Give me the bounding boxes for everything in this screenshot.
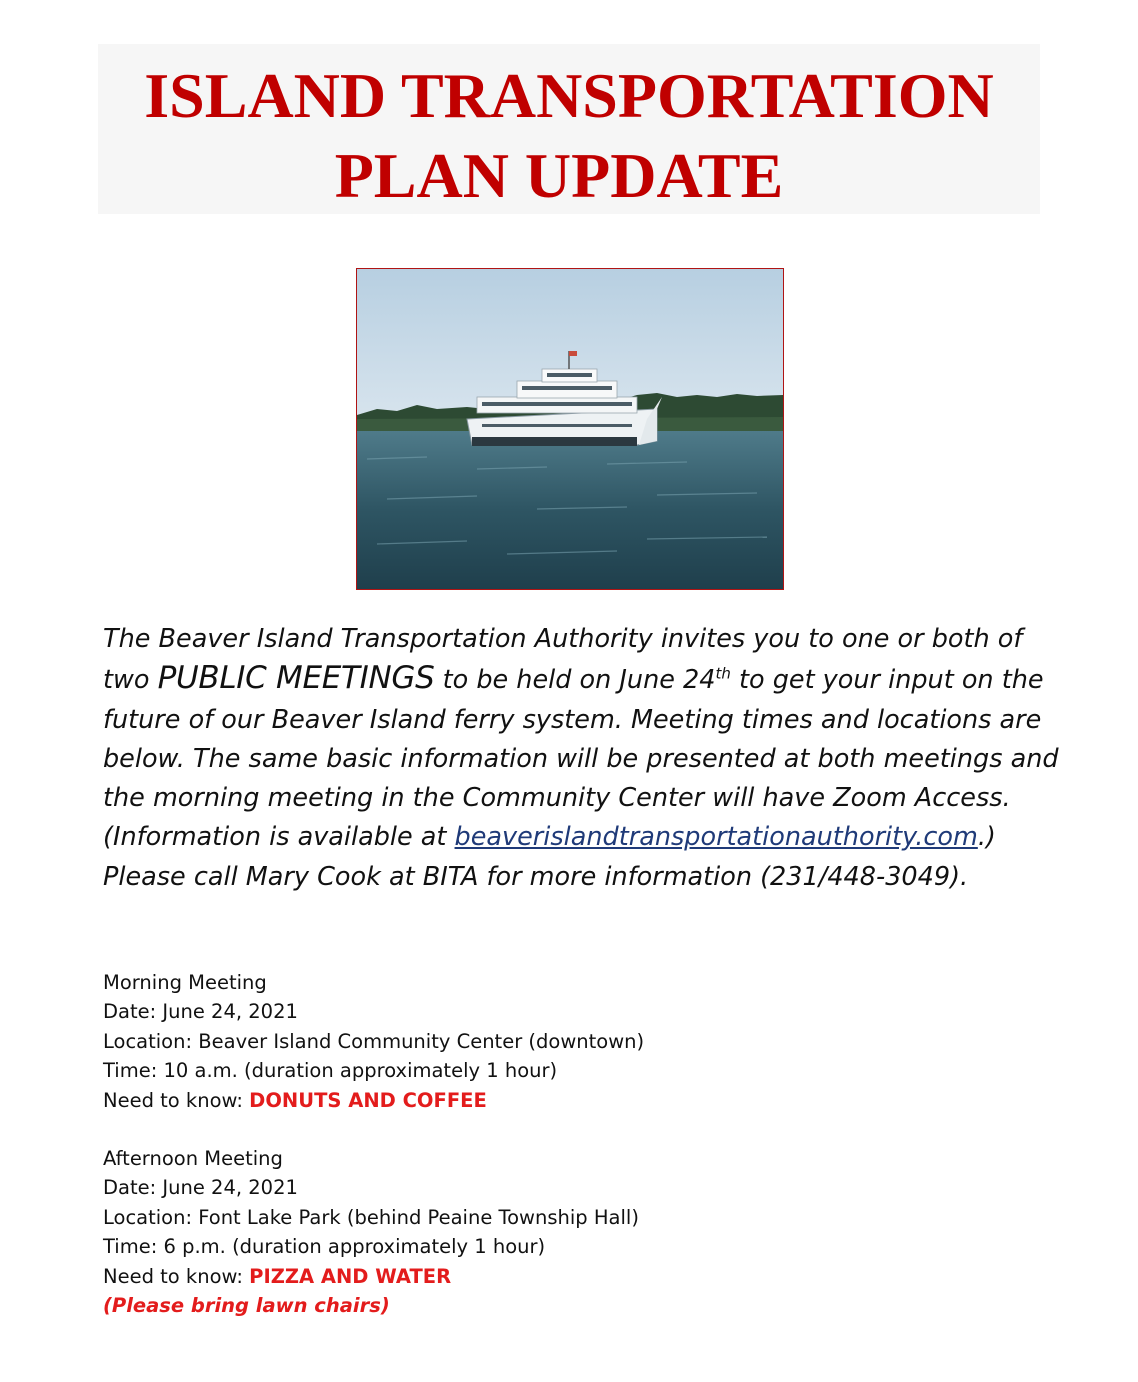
intro-paragraph	[103, 620, 1063, 897]
page-title-line-2: PLAN UPDATE	[334, 140, 784, 211]
page-title-line-1: ISLAND TRANSPORTATION	[144, 60, 994, 131]
meeting-date: Date: June 24, 2021	[103, 1000, 298, 1024]
intro-text-part3: to get your input on the future of our Beaver Island ferry system. Meeting times and locations are below. The same basic information will be presented at both meetings and the morning meeting in the Community Center will have Zoom Access. (Information is available at	[103, 665, 1059, 853]
date-superscript: th	[715, 664, 731, 683]
meeting-need-to-know	[103, 1086, 644, 1115]
need-value: DONUTS AND COFFEE	[249, 1088, 487, 1112]
ferry-photo	[356, 268, 784, 590]
intro-text-part1: The Beaver Island Transportation Authority invites you to one or both of two	[103, 624, 1023, 696]
public-meetings-emphasis: PUBLIC MEETINGS	[157, 660, 435, 697]
meeting-heading: Afternoon Meeting	[103, 1147, 283, 1170]
meeting-time: Time: 6 p.m. (duration approximately 1 hour)	[103, 1235, 546, 1259]
afternoon-meeting-block	[103, 1144, 639, 1320]
intro-text-part2: to be held on June 24	[434, 665, 716, 696]
title-banner	[98, 44, 1040, 214]
lawn-chairs-note: (Please bring lawn chairs)	[103, 1294, 390, 1318]
meeting-need-to-know	[103, 1262, 639, 1291]
website-link[interactable]: beaverislandtransportationauthority.com	[454, 822, 978, 853]
meeting-date: Date: June 24, 2021	[103, 1176, 298, 1200]
meeting-heading: Morning Meeting	[103, 971, 267, 994]
need-label: Need to know:	[103, 1264, 250, 1288]
meeting-location: Location: Font Lake Park (behind Peaine Township Hall)	[103, 1205, 639, 1229]
meeting-time: Time: 10 a.m. (duration approximately 1 hour)	[103, 1059, 558, 1083]
need-label: Need to know:	[103, 1088, 250, 1112]
need-value: PIZZA AND WATER	[249, 1264, 452, 1288]
intro-text-part4: .) Please call Mary Cook at BITA for more information (231/448-3049).	[103, 822, 996, 892]
morning-meeting-block	[103, 968, 644, 1115]
meeting-location: Location: Beaver Island Community Center (downtown)	[103, 1029, 645, 1053]
